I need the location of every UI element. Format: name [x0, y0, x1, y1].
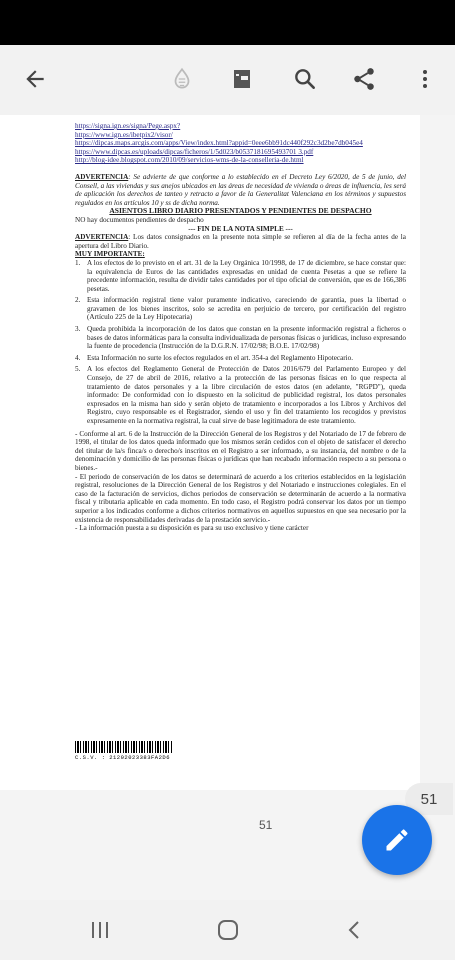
item-number: 1.	[75, 258, 81, 267]
advertencia-1	[75, 173, 406, 207]
item-number: 5.	[75, 365, 81, 374]
asientos-heading: ASIENTOS LIBRO DIARIO PRESENTADOS Y PENDIENTES DE DESPACHO	[109, 206, 372, 216]
link-4[interactable]: https://www.dipcas.es/uploads/dipcas/ficheros/1/5d023/b0537181695493701 3.pdf	[75, 147, 314, 156]
barcode	[75, 741, 173, 753]
item-text: A los efectos de lo previsto en el art. 31 de la Ley Orgánica 10/1998, de 17 de diciembre, se hace constar que: la equivalencia de Euros de las cantidades expresadas en unidad de cuenta Pesetas a que se refiere la precedente información, resulta de dividir tales cantidades por el tipo oficial de conversión, que es de 166,386 pesetas.	[87, 258, 406, 293]
system-nav-bar	[0, 900, 455, 960]
paragraph-informacion: - La información puesta a su disposición es para su uso exclusivo y tiene carácter	[75, 524, 309, 533]
advertencia-1-text: : Se advierte de que conforme a lo establecido en el Decreto Ley 6/2020, de 5 de junio, del Consell, a las viviendas y sus anejos ubicados en las áreas de necesidad de vivienda o áreas de influencia, les será de aplicación los derechos de tanteo y retracto a favor de la Generalitat Valenciana en los términos y supuestos regulados en los artículos 10 y ss de dicha norma.	[75, 172, 406, 207]
paragraph-periodo: - El periodo de conservación de los datos se determinará de acuerdo a los criterios establecidos en la legislación registral, resoluciones de la Dirección General de los Registros y del Notariado e instrucciones colegiales. En el caso de la facturación de servicios, dichos periodos de conservación se determinarán de acuerdo a la normativa fiscal y tributaria aplicable en cada momento. En todo caso, el Registro podrá conservar los datos por un tiempo superior a los indicados conforme a dichos criterios normativos en aquellos supuestos en que sea necesario por la existencia de responsabilidades derivadas de la prestación servicio.-	[75, 472, 406, 524]
link-1[interactable]: https://signa.ign.es/signa/Pege.aspx?	[75, 122, 181, 130]
csv-code: C.S.V. : 21202023383FA2D6	[75, 754, 171, 761]
more-vert-icon[interactable]	[401, 55, 449, 103]
nav-back-icon[interactable]	[335, 912, 375, 948]
link-5[interactable]: http://blog-idee.blogspot.com/2010/09/servicios-wms-de-la-conselleria-de.html	[75, 156, 304, 165]
document-page	[0, 115, 420, 790]
list-item	[75, 365, 406, 425]
item-text: Esta Información no surte los efectos regulados en el art. 354-a del Reglamento Hipotecario.	[87, 353, 354, 362]
list-item	[75, 259, 406, 293]
search-icon[interactable]	[281, 55, 329, 103]
item-number: 3.	[75, 325, 81, 334]
advertencia-1-label: ADVERTENCIA	[75, 172, 129, 181]
advertencia-2	[75, 233, 406, 250]
page-indicator-badge[interactable]: 51	[405, 783, 453, 815]
muy-importante: MUY IMPORTANTE:	[75, 250, 145, 259]
toolbar	[0, 45, 455, 115]
home-icon[interactable]	[208, 912, 248, 948]
advertencia-2-text: : Los datos consignados en la presente nota simple se refieren al día de la fecha antes de la apertura del Libro Diario.	[75, 233, 406, 250]
edit-pencil-icon	[383, 826, 411, 854]
link-2[interactable]: https://www.ign.es/ibetpix2/visor/	[75, 130, 173, 139]
ink-drop-icon[interactable]	[158, 55, 206, 103]
paragraph-conforme: - Conforme al art. 6 de la Instrucción de la Dirección General de los Registros y del Notariado de 17 de febrero de 1998, el titular de los datos queda informado que los mismos serán cedidos con el objeto de satisfacer el derecho del titular de la/s finca/s o derecho/s inscritos en el Registro a ser informado, a su instancia, del nombre o de la denominación y domicilio de las personas físicas o jurídicas que han recabado información respecto a su persona o bienes.-	[75, 429, 406, 472]
list-item	[75, 296, 406, 322]
item-number: 2.	[75, 296, 81, 305]
item-text: Esta información registral tiene valor puramente indicativo, careciendo de garantía, pues la libertad o gravamen de los bienes inscritos, solo se acredita en perjuicio de tercero, por certificación del registro (Artículo 225 de la Ley Hipotecaria)	[87, 296, 406, 322]
share-icon[interactable]	[340, 55, 388, 103]
fin-nota: --- FIN DE LA NOTA SIMPLE ---	[188, 224, 293, 233]
item-number: 4.	[75, 353, 81, 362]
list-item	[75, 354, 406, 363]
item-text: Queda prohibida la incorporación de los datos que constan en la presente información registral a ficheros o bases de datos informáticas para la consulta individualizada de personas físicas o jurídicas, incluso expresando la fuente de procedencia (Instrucción de la D.G.R.N. 17/02/98; B.O.E. 17/02/98)	[87, 325, 406, 351]
barcode-block	[75, 741, 173, 761]
page-number: 51	[259, 818, 273, 832]
document-layout-icon[interactable]	[218, 55, 266, 103]
status-bar	[0, 0, 455, 45]
edit-fab-button[interactable]	[362, 805, 432, 875]
no-hay-text: NO hay documentos pendientes de despacho	[75, 215, 204, 224]
arrow-back-icon[interactable]	[11, 55, 59, 103]
recent-apps-icon[interactable]	[80, 912, 120, 948]
advertencia-2-label: ADVERTENCIA	[75, 233, 129, 242]
link-3[interactable]: https://dipcas.maps.arcgis.com/apps/View/index.html?appid=0eee6bb91dc440f292c3d2be7db045e4	[75, 139, 363, 148]
item-text: A los efectos del Reglamento General de Protección de Datos 2016/679 del Parlamento Europeo y del Consejo, de 27 de abril de 2016, relativo a la protección de las personas físicas en lo que respecta al tratamiento de datos personales y a la libre circulación de estos datos (en adelante, "RGPD"), queda informado: De conformidad con lo dispuesto en la solicitud de publicidad registral, los datos personales expresados en la misma han sido y serán objeto de tratamiento e incorporados a los Libros y Archivos del Registro, cuyo responsable es el Registrador, siendo el uso y fin del tratamiento los recogidos y previstos expresamente en la normativa registral, la cual sirve de base legitimadora de este tratamiento.	[87, 365, 406, 425]
list-item	[75, 325, 406, 351]
document-viewer[interactable]	[0, 115, 455, 900]
